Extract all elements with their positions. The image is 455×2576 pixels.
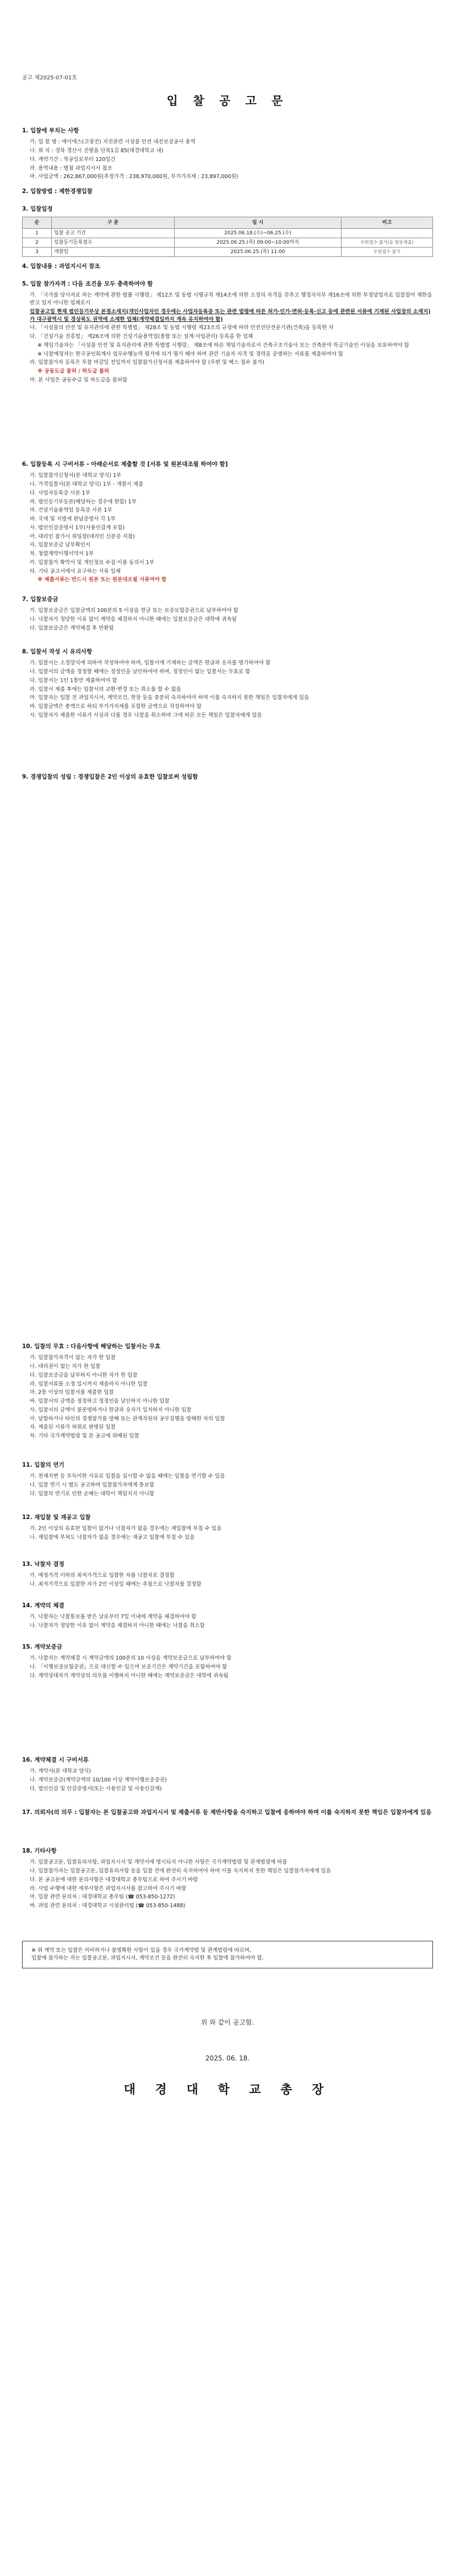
list-item: 나. 재입찰에 부쳐도 낙찰자가 없을 경우에는 재공고 입찰에 부칠 수 있음 <box>30 1534 195 1541</box>
list-item: 다. 입찰의 연기로 인한 손해는 대학이 책임지지 아니함 <box>30 1490 155 1497</box>
notice-box-line: 입찰에 참가하는 자는 입찰공고문, 과업지시서, 계약조건 등을 완전히 숙지한 후 입찰에 참가하여야 함. <box>31 1955 264 1961</box>
list-item: 다. 계약상대자가 계약상의 의무를 이행하지 아니한 때에는 계약보증금은 대학에 귀속됨 <box>30 1672 229 1679</box>
list-item: 타. 기타 공고서에서 요구하는 서류 일체 <box>30 568 121 575</box>
list-item: 다. 「건설기술 진흥법」 제26조에 의한 건설기술용역업(종합 또는 설계·사업관리) 등록을 한 업체 <box>30 334 253 340</box>
cell-note <box>342 229 433 238</box>
section-obligation <box>22 1808 433 1820</box>
warning-text: ※ 제출서류는 반드시 원본 또는 원본대조필 서류여야 함 <box>37 577 167 583</box>
list-item: 가. 예정가격 이하의 최저가격으로 입찰한 자를 낙찰자로 결정함 <box>30 1573 175 1579</box>
list-item: 나. 계약보증금(계약금액의 10/100 이상 계약이행보증증권) <box>30 1777 167 1783</box>
list-item: 가. 「국가를 당사자로 하는 계약에 관한 법률 시행령」 제12조 및 동법 시행규칙 제14조에 의한 소정의 자격을 갖추고 행정자치부 제16조에 의한 부정당업자로 입찰참여 제한을 받고 있지 아니한 업체로서 <box>30 292 432 306</box>
issuer-name: 대 경 대 학 교 총 장 <box>123 2083 332 2097</box>
section-heading: 2. 입찰방법 : 제한경쟁입찰 <box>22 188 93 195</box>
notice-box-wrapper <box>22 1941 433 1968</box>
list-item: 아. 대리인 참가시 위임장(대리인 신분증 지참) <box>30 533 135 540</box>
list-item: 가. 계약서(본 대학교 양식) <box>30 1768 91 1775</box>
cell-no: 2 <box>23 238 52 248</box>
list-item: 라. 사업 수행에 대한 세부사항은 과업지시서를 참고하여 주시기 바람 <box>30 1885 187 1892</box>
section-schedule <box>22 205 433 257</box>
col-header: 일 시 <box>175 217 342 229</box>
list-item: 마. 사업금액 : 262,867,000원(추정가격 : 238,970,000원, 부가가치세 : 23,897,000원) <box>30 174 239 180</box>
table-row <box>23 248 433 257</box>
list-item: 나. 낙찰자가 정당한 이유 없이 계약을 체결하지 아니한 때에는 낙찰을 취소함 <box>30 1622 205 1629</box>
list-item: 가. 2인 이상의 유효한 입찰이 없거나 낙찰자가 없을 경우에는 재입찰에 부칠 수 있음 <box>30 1526 222 1532</box>
section-heading: 3. 입찰일정 <box>22 206 53 212</box>
section-heading: 16. 계약체결 시 구비서류 <box>22 1757 89 1763</box>
list-item: 나. 대리권이 없는 자가 한 입찰 <box>30 1363 101 1370</box>
section-heading: 10. 입찰의 무효 : 다음사항에 해당하는 입찰서는 무효 <box>22 1343 161 1350</box>
section-heading: 9. 경쟁입찰의 성립 : 경쟁입찰은 2인 이상의 유효한 입찰로써 성립함 <box>22 774 198 780</box>
schedule-table <box>22 217 433 257</box>
list-item: 나. 가격입찰서(본 대학교 양식) 1부 - 개찰시 제출 <box>30 481 144 487</box>
cell-name: 개찰일 <box>52 248 175 257</box>
list-item: 다. 법인인감 및 인감증명서(또는 사용인감 및 사용인감계) <box>30 1785 162 1792</box>
section-documents <box>22 460 433 585</box>
list-item: 바. 입찰금액은 총액으로 하되 부가가치세를 포함한 금액으로 작성하여야 함 <box>30 704 202 710</box>
list-item: 가. 입찰서는 소정양식에 의하여 작성하여야 하며, 입찰서에 기재하는 금액은 한글과 숫자를 병기하여야 함 <box>30 660 270 667</box>
section-rebid <box>22 1514 433 1543</box>
list-item: 바. 과업 관련 문의처 : 대경대학교 시설관리팀 (☎ 053-850-1488) <box>30 1903 186 1909</box>
list-item: 마. 입찰 관련 문의처 : 대경대학교 총무팀 (☎ 053-850-1272) <box>30 1894 175 1901</box>
table-row <box>23 238 433 248</box>
cell-no: 3 <box>23 248 52 257</box>
list-item: 다. 계약기간 : 착공일로부터 120일간 <box>30 156 116 163</box>
list-item: 마. 본 사업은 공동수급 및 하도급을 불허함 <box>30 377 128 383</box>
section-heading: 4. 입찰내용 : 과업지시서 참조 <box>22 263 100 270</box>
section-heading: 13. 낙찰자 결정 <box>22 1561 64 1568</box>
list-item: 가. 입찰참가자격이 없는 자가 한 입찰 <box>30 1355 116 1361</box>
list-item: 라. 용역내용 : 별첨 과업지시서 참조 <box>30 165 112 171</box>
section-heading: 14. 계약의 체결 <box>22 1602 64 1609</box>
list-item: 다. 입찰보증금을 납부하지 아니한 자가 한 입찰 <box>30 1372 138 1378</box>
section-heading: 5. 입찰 참가자격 : 다음 조건을 모두 충족하여야 함 <box>22 281 153 287</box>
list-item: 다. 입찰보증금은 계약체결 후 반환함 <box>30 625 114 631</box>
cell-no: 1 <box>23 229 52 238</box>
list-item: 가. 낙찰자는 낙찰통보를 받은 날로부터 7일 이내에 계약을 체결하여야 함 <box>30 1614 197 1620</box>
section-deposit <box>22 595 433 634</box>
list-item: ※ 낙찰예정자는 한국공인회계사 업무수행능력 평가에 의거 평가 해야 하며 관련 기술자 자격 및 경력을 증명하는 서류를 제출하여야 함 <box>37 351 343 357</box>
list-item: 나. 「이행보증보험증권」으로 대신할 수 있으며 보증기간은 계약기간을 포함하여야 함 <box>30 1663 228 1670</box>
cell-note: 우편접수 불가(등 방문제출) <box>342 238 433 248</box>
col-header: 구 분 <box>52 217 175 229</box>
list-item: 사. 입찰자가 제출한 서류가 사실과 다를 경우 낙찰을 취소하며 그에 따른 모든 책임은 입찰자에게 있음 <box>30 712 262 718</box>
section-heading: 1. 입찰에 부치는 사항 <box>22 127 79 134</box>
document-title: 입 찰 공 고 문 <box>166 94 289 108</box>
table-row <box>23 229 433 238</box>
closing-date: 2025. 06. 18. <box>205 2054 250 2062</box>
section-contract-deposit <box>22 1643 433 1681</box>
section-etc <box>22 1847 433 1911</box>
list-item: 아. 담합하거나 타인의 경쟁참가를 방해 또는 관계직원의 공무집행을 방해한 자의 입찰 <box>30 1415 225 1422</box>
list-item: 사. 법인인감증명서 1부(사용인감계 포함) <box>30 524 125 531</box>
list-item: 바. 국세 및 지방세 완납증명서 각 1부 <box>30 516 116 523</box>
list-item: 마. 입찰자는 입찰 전 과업지시서, 계약조건, 현장 등을 충분히 숙지하여야 하며 이를 숙지하지 못한 책임은 입찰자에게 있음 <box>30 695 310 701</box>
list-item: 나. 최저가격으로 입찰한 자가 2인 이상일 때에는 추첨으로 낙찰자를 결정함 <box>30 1581 202 1587</box>
list-item: 차. 청렴계약이행서약서 1부 <box>30 551 94 557</box>
list-item: 라. 법인등기부등본(해당하는 경우에 한함) 1부 <box>30 498 137 505</box>
list-item: 바. 입찰서의 금액을 정정하고 정정인을 날인하지 아니한 입찰 <box>30 1398 170 1405</box>
list-item: 차. 기타 국가계약법령 및 본 공고에 위배된 입찰 <box>30 1433 139 1440</box>
section-invalid-bids <box>22 1343 433 1441</box>
cell-date: 2025.06.25.(목) 09:00~10:00까지 <box>175 238 342 248</box>
list-item: 가. 입 찰 명 : 에이에스(고장진) 지진관련 시설물 안전 내진보강공사 용역 <box>30 139 196 146</box>
list-item: 자. 제출된 서류가 허위로 판명된 입찰 <box>30 1424 116 1431</box>
list-item: 자. 입찰보증금 납부확인서 <box>30 542 91 549</box>
list-item: 라. 입찰참가자 등록은 투찰 마감일 전일까지 입찰참가신청서를 제출하여야 함 (우편 및 팩스 접수 불가) <box>30 359 264 366</box>
list-item: ※ 책임기술자는 「시설물 안전 및 유지관리에 관한 특별법 시행령」 제8조에 따른 책임기술자로서 건축구조기술사 또는 건축분야 특급기술인 이상을 보유하여야 함 <box>37 342 409 348</box>
cell-date: 2025.06.18.(수)~06.25.(수) <box>175 229 342 238</box>
cell-name: 입찰 공고 기간 <box>52 229 175 238</box>
list-item: 가. 입찰보증금은 입찰금액의 100분의 5 이상을 현금 또는 보증보험증권으로 납부하여야 함 <box>30 608 239 614</box>
section-winner <box>22 1560 433 1590</box>
list-item: 가. 낙찰자는 계약체결 시 계약금액의 100분의 10 이상을 계약보증금으로 납부하여야 함 <box>30 1655 232 1662</box>
list-item: 나. 입찰 연기 시 별도 공고하며 입찰참가자에게 통보함 <box>30 1482 155 1488</box>
list-item: 다. 사업자등록증 사본 1부 <box>30 490 90 496</box>
list-item: 가. 천재지변 등 부득이한 사유로 입찰을 실시할 수 없을 때에는 입찰을 연기할 수 있음 <box>30 1473 225 1480</box>
section-heading: 17. 의뢰자(의 의무 : 입찰자는 본 입찰공고와 과업지시서 및 제출서류 등 제반사항을 숙지하고 입찰에 응하여야 하며 이를 숙지하지 못한 책임은 입찰자에게 있음 <box>22 1809 432 1816</box>
list-item: 카. 입찰참가 확약서 및 개인정보 수집·이용 동의서 1부 <box>30 559 154 566</box>
section-heading: 12. 재입찰 및 재공고 입찰 <box>22 1514 91 1521</box>
closing-statement: 위 와 같이 공고함. <box>201 2019 254 2026</box>
section-contract-docs <box>22 1756 433 1794</box>
section-bid-notes <box>22 648 433 721</box>
section-bid-method <box>22 187 433 199</box>
col-header: 순 <box>23 217 52 229</box>
section-heading: 6. 입찰등록 시 구비서류 - 아래순서로 제출할 것 [서류 및 원본대조필 하여야 함] <box>22 461 228 468</box>
section-heading: 18. 기타사항 <box>22 1848 57 1854</box>
list-item: 나. 「시설물의 안전 및 유지관리에 관한 특별법」 제28조 및 동법 시행령 제23조의 규정에 따라 안전진단전문기관(건축)을 등록한 자 <box>30 325 334 331</box>
section-heading: 8. 입찰서 작성 시 유의사항 <box>22 648 93 655</box>
list-item: 나. 낙찰자가 정당한 이유 없이 계약을 체결하지 아니한 때에는 입찰보증금은 대학에 귀속됨 <box>30 616 237 622</box>
list-item: 나. 입찰서의 금액을 정정할 때에는 정정인을 날인하여야 하며, 정정인이 없는 입찰서는 무효로 함 <box>30 668 251 675</box>
section-eligibility <box>22 280 433 385</box>
notice-number: 공고 제2025-07-01호 <box>22 75 77 81</box>
list-item: 라. 입찰서 제출 후에는 입찰서의 교환·변경 또는 취소를 할 수 없음 <box>30 686 181 693</box>
section-heading: 11. 입찰의 연기 <box>22 1462 64 1468</box>
list-item: 입찰공고일 현재 법인등기부상 본점소재지(개인사업자인 경우에는 사업자등록증 또는 관련 법령에 따른 허가·인가·면허·등록·신고 등에 관련된 서류에 기재된 사업장의 소재지)가 대구광역시 및 경상북도 권역에 소재한 업체(계약체결일까지 계속 유지하여야 함) <box>30 308 431 323</box>
list-item: 나. 입찰참가자는 입찰공고문, 입찰유의사항 등을 입찰 전에 완전히 숙지하여야 하며 이를 숙지하지 못한 책임은 입찰참가자에게 있음 <box>30 1867 331 1874</box>
cell-note: 우편접수 불가 <box>342 248 433 257</box>
section-heading: 7. 입찰보증금 <box>22 596 58 603</box>
notice-box-line: ※ 위 계약 또는 입찰은 미비하거나 불명확한 사항이 있을 경우 국가계약법 및 관계법령에 따르며, <box>31 1947 251 1954</box>
list-item: 나. 위 치 : 경북 경산시 진량읍 단북1길 85(대경대학교 내) <box>30 147 164 154</box>
list-item: 다. 본 공고문에 대한 문의사항은 대경대학교 총무팀으로 하여 주시기 바람 <box>30 1876 198 1883</box>
list-item: 가. 입찰참가신청서(본 대학교 양식) 1부 <box>30 473 122 479</box>
list-item: 사. 입찰서의 금액이 불분명하거나 한글과 숫자가 일치하지 아니한 입찰 <box>30 1407 192 1413</box>
list-item: 마. 2통 이상의 입찰서를 제출한 입찰 <box>30 1389 114 1396</box>
list-item: 가. 입찰공고문, 입찰유의사항, 과업지시서 및 계약서에 명시되지 아니한 사항은 국가계약법령 및 관계법령에 따름 <box>30 1859 288 1866</box>
section-bid-subject <box>22 127 433 182</box>
section-postpone <box>22 1461 433 1499</box>
cell-date: 2025.06.25.(목) 11:00 <box>175 248 342 257</box>
section-competition <box>22 773 433 785</box>
section-contract <box>22 1602 433 1631</box>
section-heading: 15. 계약보증금 <box>22 1644 62 1650</box>
list-item: 라. 입찰서류를 소정 일시까지 제출하지 아니한 입찰 <box>30 1381 148 1387</box>
list-item: 마. 건설기술용역업 등록증 사본 1부 <box>30 507 112 514</box>
col-header: 비고 <box>342 217 433 229</box>
list-item: 다. 입찰서는 1인 1통만 제출하여야 함 <box>30 677 117 684</box>
notice-box <box>22 1941 433 1968</box>
section-content <box>22 262 433 274</box>
cell-name: 입찰등기등록접수 <box>52 238 175 248</box>
warning-text: ※ 공동도급 불허 / 하도급 불허 <box>37 368 110 375</box>
